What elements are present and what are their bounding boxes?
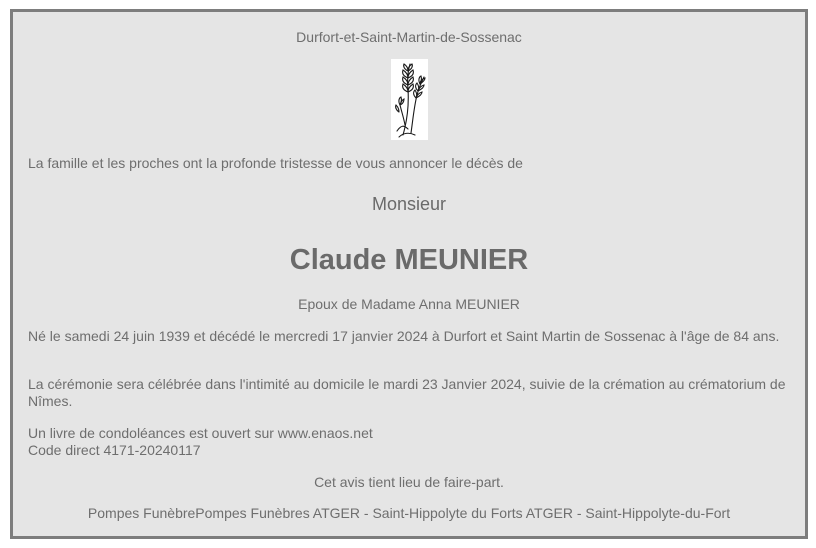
- intro-text: La famille et les proches ont la profonde tristesse de vous annoncer le décès de: [28, 155, 523, 171]
- spouse-text: Epoux de Madame Anna MEUNIER: [298, 296, 520, 312]
- ceremony-text: La cérémonie sera célébrée dans l'intimité au domicile le mardi 23 Janvier 2024, suivie de la crémation au crématorium de Nîmes.: [28, 376, 786, 409]
- civility: Monsieur: [371, 194, 447, 214]
- deceased-name: Claude MEUNIER: [289, 244, 529, 276]
- place-name: Durfort-et-Saint-Martin-de-Sossenac: [296, 29, 522, 45]
- faire-part-text: Cet avis tient lieu de faire-part.: [314, 474, 504, 490]
- condolences-line: Un livre de condoléances est ouvert sur www.enaos.net: [28, 425, 373, 441]
- funeral-home-text: Pompes FunèbrePompes Funèbres ATGER - Saint-Hippolyte du Forts ATGER - Saint-Hippolyte-du-Fort: [87, 505, 731, 521]
- condolences-block: [28, 425, 790, 459]
- obituary-notice: [10, 9, 808, 539]
- wheat-sprig-icon: [391, 59, 428, 140]
- dates-text: Né le samedi 24 juin 1939 et décédé le mercredi 17 janvier 2024 à Durfort et Saint Martin de Sossenac à l'âge de 84 ans.: [28, 328, 780, 344]
- condolences-code: Code direct 4171-20240117: [28, 442, 201, 458]
